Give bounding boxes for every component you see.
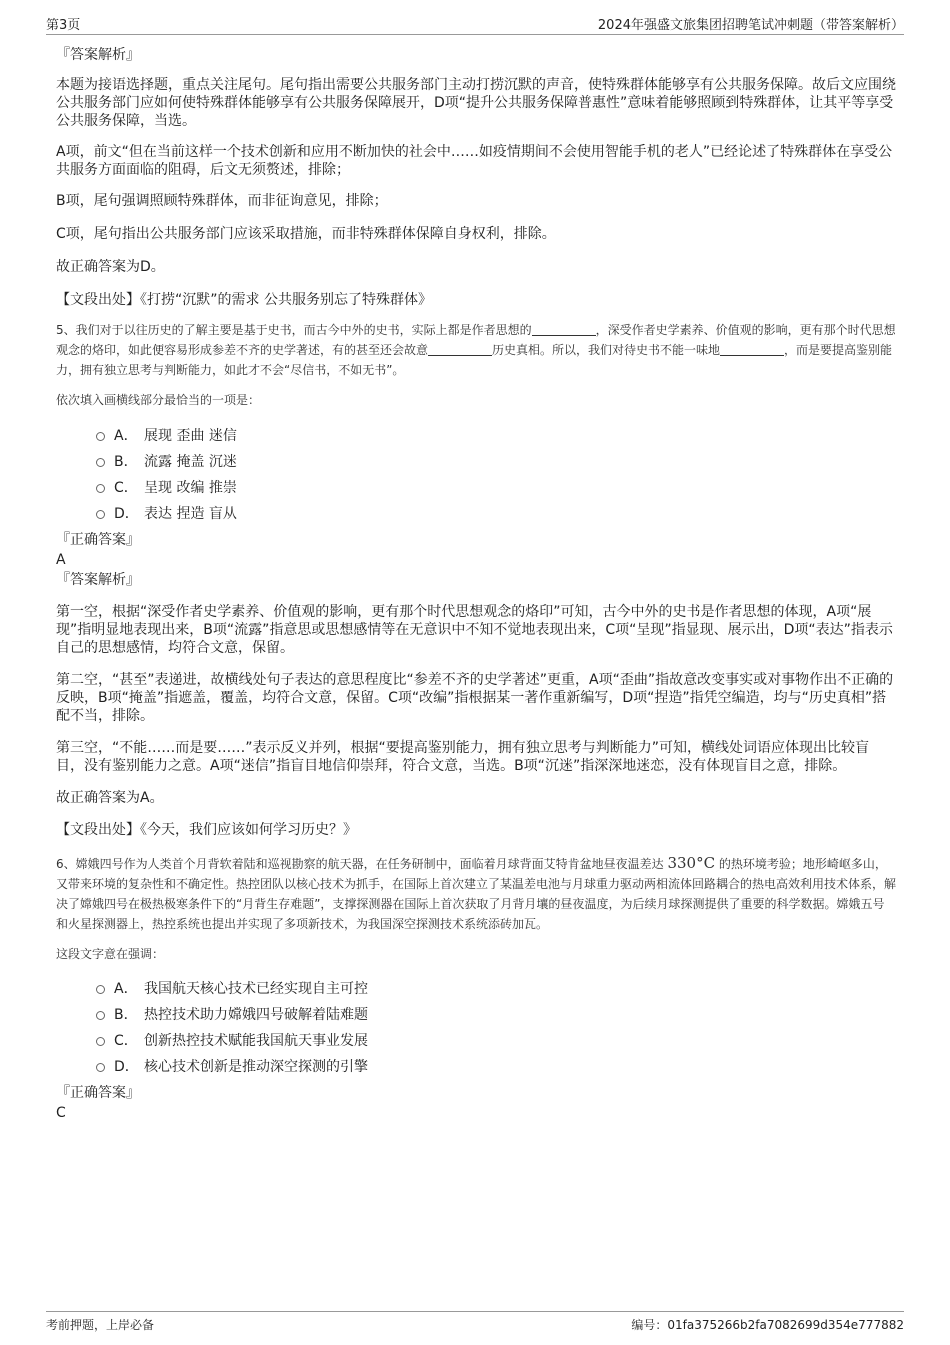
q6-stem: 6、嫦娥四号作为人类首个月背软着陆和巡视勘察的航天器，在任务研制中，面临着月球背面艾特肯盆地昼夜温差达 330°C 的热环境考验；地形崎岖多山，又带来环境的复杂性和不确定性。热控团队以核心技术为抓手，在国际上首次建立了某温差电池与月球重力驱动两相流体回路耦合的热电高效利用技术体系，解决了嫦娥四号在极热极寒条件下的“月背生存难题”，支撑探测器在国际上首次获取了月背月壤的昼夜温度，为后续月球探测提供了重要的科学数据。嫦娥五号和火星探测器上，热控系统也提出并实现了多项新技术，为我国深空探测技术系统添砖加瓦。 bbox=[56, 854, 897, 931]
q5-answer-title: 『正确答案』 bbox=[56, 532, 140, 548]
radio-icon[interactable] bbox=[96, 985, 105, 994]
fill-blank bbox=[428, 343, 492, 356]
q5-answer: A bbox=[56, 552, 66, 568]
q4-analysis-para: C项，尾句指出公共服务部门应该采取措施，而非特殊群体保障自身权利，排除。 bbox=[56, 226, 556, 242]
q4-analysis-para: 本题为接语选择题，重点关注尾句。尾句指出需要公共服务部门主动打捞沉默的声音，使特殊群体能够享有公共服务保障。故后文应围绕公共服务部门应如何使特殊群体能够享有公共服务保障展开，D项“提升公共服务保障普惠性”意味着能够照顾到特殊群体，让其平等享受公共服务保障，当选。 bbox=[56, 77, 896, 129]
document-id: 编号：01fa375266b2fa7082699d354e777882 bbox=[631, 1318, 904, 1332]
temperature-value: 330°C bbox=[667, 854, 716, 872]
radio-icon[interactable] bbox=[96, 1063, 105, 1072]
option-a[interactable]: A． 展现 歪曲 迷信 bbox=[56, 423, 896, 449]
q4-analysis-para: B项，尾句强调照顾特殊群体，而非征询意见，排除； bbox=[56, 193, 388, 209]
q4-analysis-title: 『答案解析』 bbox=[56, 47, 140, 63]
q6-prompt: 这段文字意在强调： bbox=[56, 947, 165, 961]
document-title: 2024年强盛文旅集团招聘笔试冲刺题（带答案解析） bbox=[597, 18, 904, 33]
page-number: 第3页 bbox=[46, 18, 81, 33]
q5-prompt: 依次填入画横线部分最恰当的一项是： bbox=[56, 393, 261, 407]
page-header bbox=[46, 14, 904, 35]
radio-icon[interactable] bbox=[96, 458, 105, 467]
option-d[interactable]: D． 表达 捏造 盲从 bbox=[56, 501, 896, 527]
q6-options bbox=[56, 976, 896, 1080]
q6-answer: C bbox=[56, 1105, 66, 1121]
radio-icon[interactable] bbox=[96, 510, 105, 519]
radio-icon[interactable] bbox=[96, 1037, 105, 1046]
option-b[interactable]: B． 流露 掩盖 沉迷 bbox=[56, 449, 896, 475]
radio-icon[interactable] bbox=[96, 484, 105, 493]
fill-blank bbox=[720, 343, 784, 356]
q4-analysis-para: A项，前文“但在当前这样一个技术创新和应用不断加快的社会中……如疫情期间不会使用智能手机的老人”已经论述了特殊群体在享受公共服务方面面临的阻碍，后文无须赘述，排除； bbox=[56, 144, 893, 178]
option-c[interactable]: C． 呈现 改编 推崇 bbox=[56, 475, 896, 501]
q5-options bbox=[56, 423, 896, 527]
q5-analysis-para: 第二空，“甚至”表递进，故横线处句子表达的意思程度比“参差不齐的史学著述”更重，A项“歪曲”指故意改变事实或对事物作出不正确的反映，B项“掩盖”指遮盖，覆盖，均符合文意，保留。C项“改编”指根据某一著作重新编写，D项“捏造”指凭空编造，均与“历史真相”搭配不当，排除。 bbox=[56, 672, 894, 724]
footer-slogan: 考前押题，上岸必备 bbox=[46, 1318, 155, 1332]
fill-blank bbox=[532, 323, 596, 336]
option-c[interactable]: C． 创新热控技术赋能我国航天事业发展 bbox=[56, 1028, 896, 1054]
q5-analysis-para: 第三空，“不能……而是要……”表示反义并列，根据“要提高鉴别能力，拥有独立思考与判断能力”可知，横线处词语应体现出比较盲目，没有鉴别能力之意。A项“迷信”指盲目地信仰崇拜，符合文意，当选。B项“沉迷”指深深地迷恋，没有体现盲目之意，排除。 bbox=[56, 740, 870, 774]
q5-analysis-para: 故正确答案为A。 bbox=[56, 790, 164, 806]
q4-source: 【文段出处】《打捞“沉默”的需求 公共服务别忘了特殊群体》 bbox=[56, 292, 432, 308]
option-a[interactable]: A． 我国航天核心技术已经实现自主可控 bbox=[56, 976, 896, 1002]
q6-answer-title: 『正确答案』 bbox=[56, 1085, 140, 1101]
page-footer bbox=[46, 1311, 904, 1332]
q5-analysis-title: 『答案解析』 bbox=[56, 572, 140, 588]
q5-analysis-para: 第一空，根据“深受作者史学素养、价值观的影响，更有那个时代思想观念的烙印”可知，古今中外的史书是作者思想的体现，A项“展现”指明显地表现出来，B项“流露”指意思或思想感情等在无意识中不知不觉地表现出来，C项“呈现”指显现、展示出，D项“表达”指表示自己的思想感情，均符合文意，保留。 bbox=[56, 604, 893, 656]
radio-icon[interactable] bbox=[96, 1011, 105, 1020]
document-body bbox=[56, 46, 896, 1122]
radio-icon[interactable] bbox=[96, 432, 105, 441]
q4-analysis-para: 故正确答案为D。 bbox=[56, 259, 165, 275]
q5-stem: 5、我们对于以往历史的了解主要是基于史书，而古今中外的史书，实际上都是作者思想的 ，深受作者史学素养、价值观的影响，更有那个时代思想观念的烙印，如此便容易形成参差不齐的史学著述，有的甚至还会故意 历史真相。所以，我们对待史书不能一味地 ，而是要提高鉴别能力，拥有独立思考与判断能力，如此才不会“尽信书，不如无书”。 bbox=[56, 323, 896, 377]
q5-source: 【文段出处】《今天，我们应该如何学习历史？》 bbox=[56, 822, 357, 838]
option-d[interactable]: D． 核心技术创新是推动深空探测的引擎 bbox=[56, 1054, 896, 1080]
option-b[interactable]: B． 热控技术助力嫦娥四号破解着陆难题 bbox=[56, 1002, 896, 1028]
